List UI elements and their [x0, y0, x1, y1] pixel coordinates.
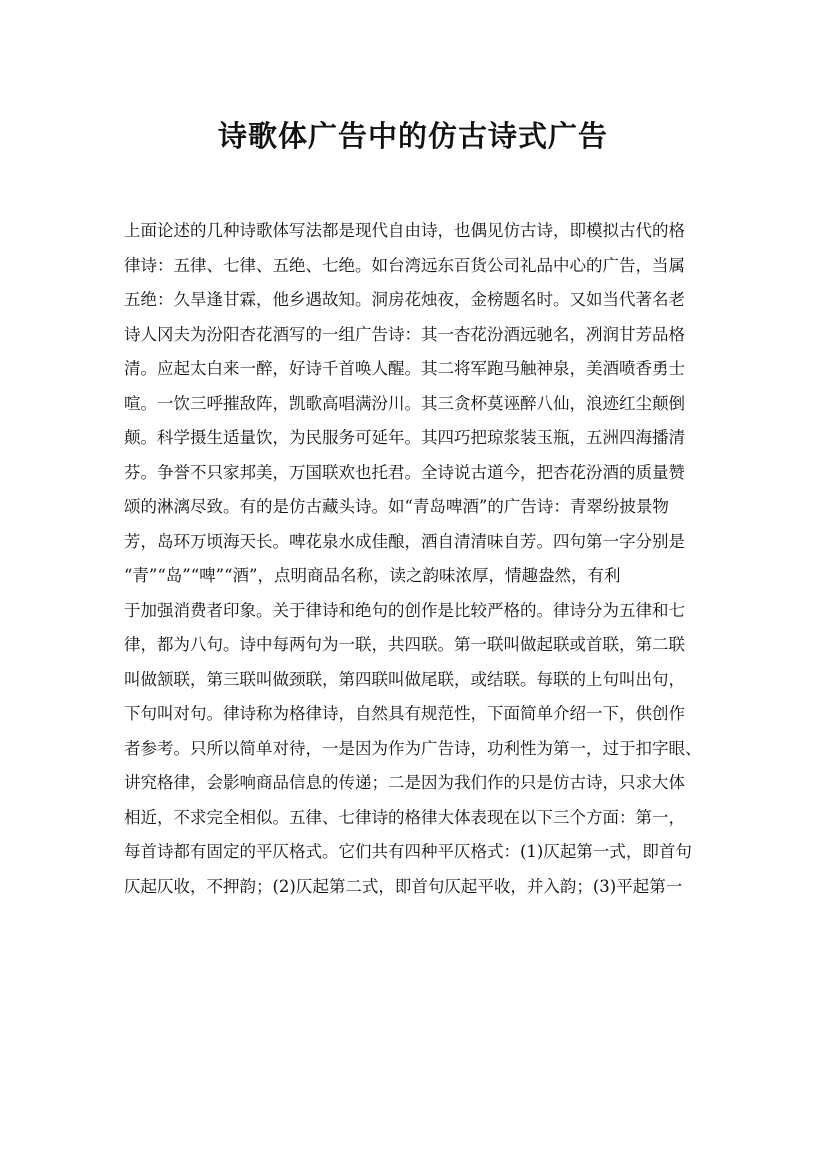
body-line: 于加强消费者印象。关于律诗和绝句的创作是比较严格的。律诗分为五律和七	[124, 600, 685, 620]
body-line: 清。应起太白来一醉，好诗千首唤人醒。其二将军跑马触神泉，美酒喷香勇士	[124, 359, 685, 378]
body-line: 喧。一饮三呼摧敌阵，凯歌高唱满汾川。其三贪杯莫诬醉八仙，浪迹红尘颠倒	[124, 393, 685, 413]
body-line: 诗人冈夫为汾阳杏花酒写的一组广告诗：其一杏花汾酒远驰名，冽润甘芳品格	[124, 324, 685, 344]
document-body	[124, 214, 714, 904]
body-line: 律诗：五律、七律、五绝、七绝。如台湾远东百货公司礼品中心的广告，当属	[124, 255, 685, 275]
document-title: 诗歌体广告中的仿古诗式广告	[217, 119, 608, 153]
body-line: 芬。争誉不只家邦美，万国联欢也托君。全诗说古道今，把杏花汾酒的质量赞	[124, 462, 685, 482]
body-line: 下句叫对句。律诗称为格律诗，自然具有规范性，下面简单介绍一下，供创作	[124, 704, 685, 723]
body-line: 律，都为八句。诗中每两句为一联，共四联。第一联叫做起联或首联，第二联	[124, 635, 685, 654]
body-line: 仄起仄收，不押韵；(2)仄起第二式，即首句仄起平收，并入韵；(3)平起第一	[124, 876, 683, 896]
body-line: 上面论述的几种诗歌体写法都是现代自由诗，也偶见仿古诗，即模拟古代的格	[124, 221, 685, 240]
body-line: “青”“岛”“啤”“酒”，点明商品名称，读之韵味浓厚，情趣盎然，有利	[124, 566, 621, 585]
body-line: 芳，岛环万顷海天长。啤花泉水成佳酿，酒自清清味自芳。四句第一字分别是	[124, 531, 685, 551]
body-line: 者参考。只所以简单对待，一是因为作为广告诗，功利性为第一，过于扣字眼、	[124, 738, 702, 758]
body-line: 五绝：久旱逢甘霖，他乡遇故知。洞房花烛夜，金榜题名时。又如当代著名老	[124, 290, 685, 309]
body-line: 每首诗都有固定的平仄格式。它们共有四种平仄格式：(1)仄起第一式，即首句	[124, 842, 692, 861]
body-line: 讲究格律，会影响商品信息的传递；二是因为我们作的只是仿古诗，只求大体	[124, 773, 685, 792]
body-line: 叫做颔联，第三联叫做颈联，第四联叫做尾联，或结联。每联的上句叫出句，	[124, 669, 685, 689]
body-line: 颂的淋漓尽致。有的是仿古藏头诗。如“青岛啤酒”的广告诗：青翠纷披景物	[124, 497, 669, 516]
body-line: 颠。科学摄生适量饮，为民服务可延年。其四巧把琼浆装玉瓶，五洲四海播清	[124, 428, 685, 447]
body-line: 相近，不求完全相似。五律、七律诗的格律大体表现在以下三个方面：第一，	[124, 807, 685, 827]
